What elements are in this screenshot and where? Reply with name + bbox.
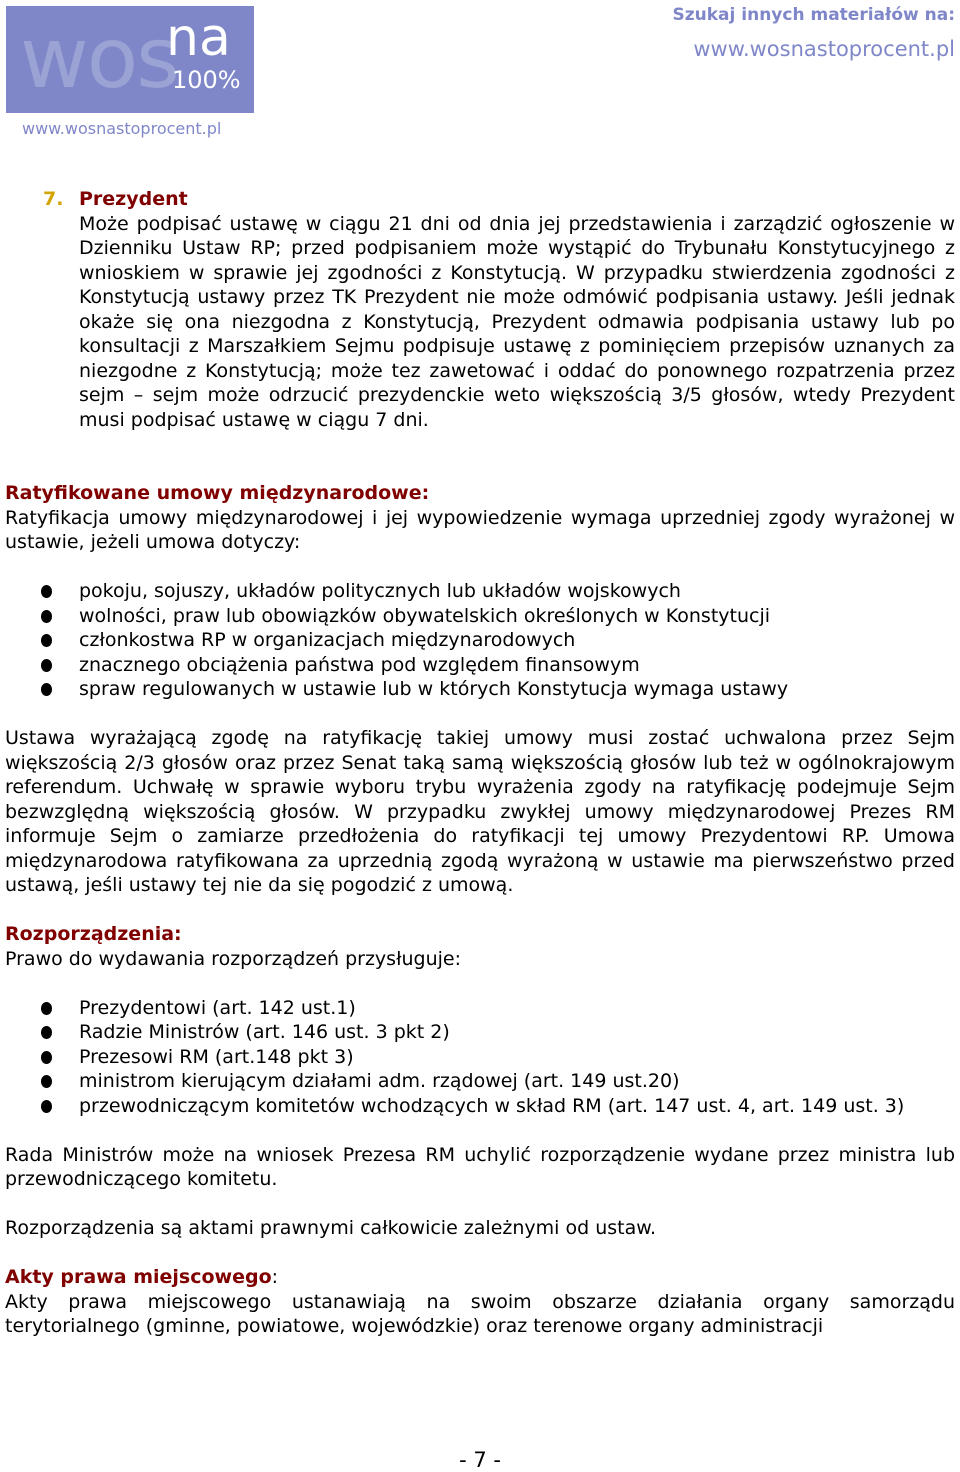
- list-item: Prezesowi RM (art.148 pkt 3): [5, 1045, 955, 1070]
- regulations-heading: Rozporządzenia:: [5, 923, 182, 945]
- regulations-intro: Prawo do wydawania rozporządzeń przysługuje:: [5, 947, 461, 970]
- tagline-url-link[interactable]: www.wosnastoprocent.pl: [693, 37, 955, 61]
- ratification-intro: Ratyfikacja umowy międzynarodowej i jej wypowiedzenie wymaga uprzedniej zgody wyrażonej w ustawie, jeżeli umowa dotyczy:: [5, 506, 955, 553]
- tagline-text: Szukaj innych materiałów na:: [672, 5, 955, 25]
- local-acts-paragraph: Akty prawa miejscowego ustanawiają na swoim obszarze działania organy samorządu terytorialnego (gminne, powiatowe, wojewódzkie) oraz terenowe organy administracji: [5, 1290, 955, 1337]
- local-acts-heading-colon: :: [271, 1266, 279, 1288]
- local-acts-heading: [5, 1265, 955, 1290]
- list-item: Radzie Ministrów (art. 146 ust. 3 pkt 2): [5, 1020, 955, 1045]
- regulations-paragraph-1: Rada Ministrów może na wniosek Prezesa RM uchylić rozporządzenie wydane przez ministra lub przewodniczącego komitetu.: [5, 1143, 955, 1190]
- list-item: członkostwa RP w organizacjach międzynarodowych: [5, 628, 955, 653]
- document-body: [5, 187, 955, 1339]
- list-item: Prezydentowi (art. 142 ust.1): [5, 996, 955, 1021]
- ratification-paragraph: Ustawa wyrażającą zgodę na ratyfikację takiej umowy musi zostać uchwalona przez Sejm większością 2/3 głosów oraz przez Senat taką samą większością głosów lub też w ogólnokrajowym referendum. Uchwałę w sprawie wyboru trybu wyrażenia zgody na ratyfikację podejmuje Sejm bezwzględną większością głosów. W przypadku zwykłej umowy międzynarodowej Prezes RM informuje Sejm o zamiarze przedłożenia do ratyfikacji tej umowy Prezydentowi RP. Umowa międzynarodowa ratyfikowana za uprzednią zgodą wyrażoną w ustawie ma pierwszeństwo przed ustawą, jeśli ustawy tej nie da się pogodzić z umową.: [5, 727, 955, 896]
- site-logo[interactable]: [6, 6, 254, 113]
- section-7-paragraph: Może podpisać ustawę w ciągu 21 dni od dnia jej przedstawienia i zarządzić ogłoszenie w Dzienniku Ustaw RP; przed podpisaniem może wystąpić do Trybunału Konstytucyjnego z wnioskiem w sprawie jej zgodności z Konstytucją. W przypadku stwierdzenia zgodności z Konstytucją ustawy przez TK Prezydent nie może odmówić podpisania ustawy. Jeśli jednak okaże się ona niezgodna z Konstytucją, Prezydent odmawia podpisania ustawy lub po konsultacji z Marszałkiem Sejmu podpisuje ustawę z pominięciem przepisów uznanych za niezgodne z Konstytucją; może tez zawetować i oddać do ponownego rozpatrzenia przez sejm – sejm może odrzucić prezydenckie weto większością 3/5 głosów, wtedy Prezydent musi podpisać ustawę w ciągu 7 dni.: [79, 212, 955, 431]
- logo-url-link[interactable]: www.wosnastoprocent.pl: [22, 119, 222, 138]
- section-number: 7.: [43, 188, 64, 210]
- logo-percent-text: 100%: [172, 66, 241, 94]
- list-item: wolności, praw lub obowiązków obywatelskich określonych w Konstytucji: [5, 604, 955, 629]
- local-acts-heading-text: Akty prawa miejscowego: [5, 1266, 272, 1288]
- list-item: spraw regulowanych w ustawie lub w których Konstytucja wymaga ustawy: [5, 677, 955, 702]
- logo-wos-text: wos: [20, 9, 178, 107]
- page-number: - 7 -: [459, 1448, 501, 1472]
- regulations-list: [5, 996, 955, 1119]
- list-item: znacznego obciążenia państwa pod względem finansowym: [5, 653, 955, 678]
- list-item: pokoju, sojuszy, układów politycznych lub układów wojskowych: [5, 579, 955, 604]
- logo-na-text: na: [166, 8, 231, 68]
- list-item: ministrom kierującym działami adm. rządowej (art. 149 ust.20): [5, 1069, 955, 1094]
- section-title: Prezydent: [79, 188, 188, 210]
- ratification-list: [5, 579, 955, 702]
- site-tagline: [673, 4, 955, 63]
- list-item: przewodniczącym komitetów wchodzących w skład RM (art. 147 ust. 4, art. 149 ust. 3): [5, 1094, 955, 1119]
- regulations-paragraph-2: Rozporządzenia są aktami prawnymi całkowicie zależnymi od ustaw.: [5, 1217, 657, 1239]
- section-7-title: [5, 187, 955, 212]
- ratification-heading: Ratyfikowane umowy międzynarodowe:: [5, 482, 430, 504]
